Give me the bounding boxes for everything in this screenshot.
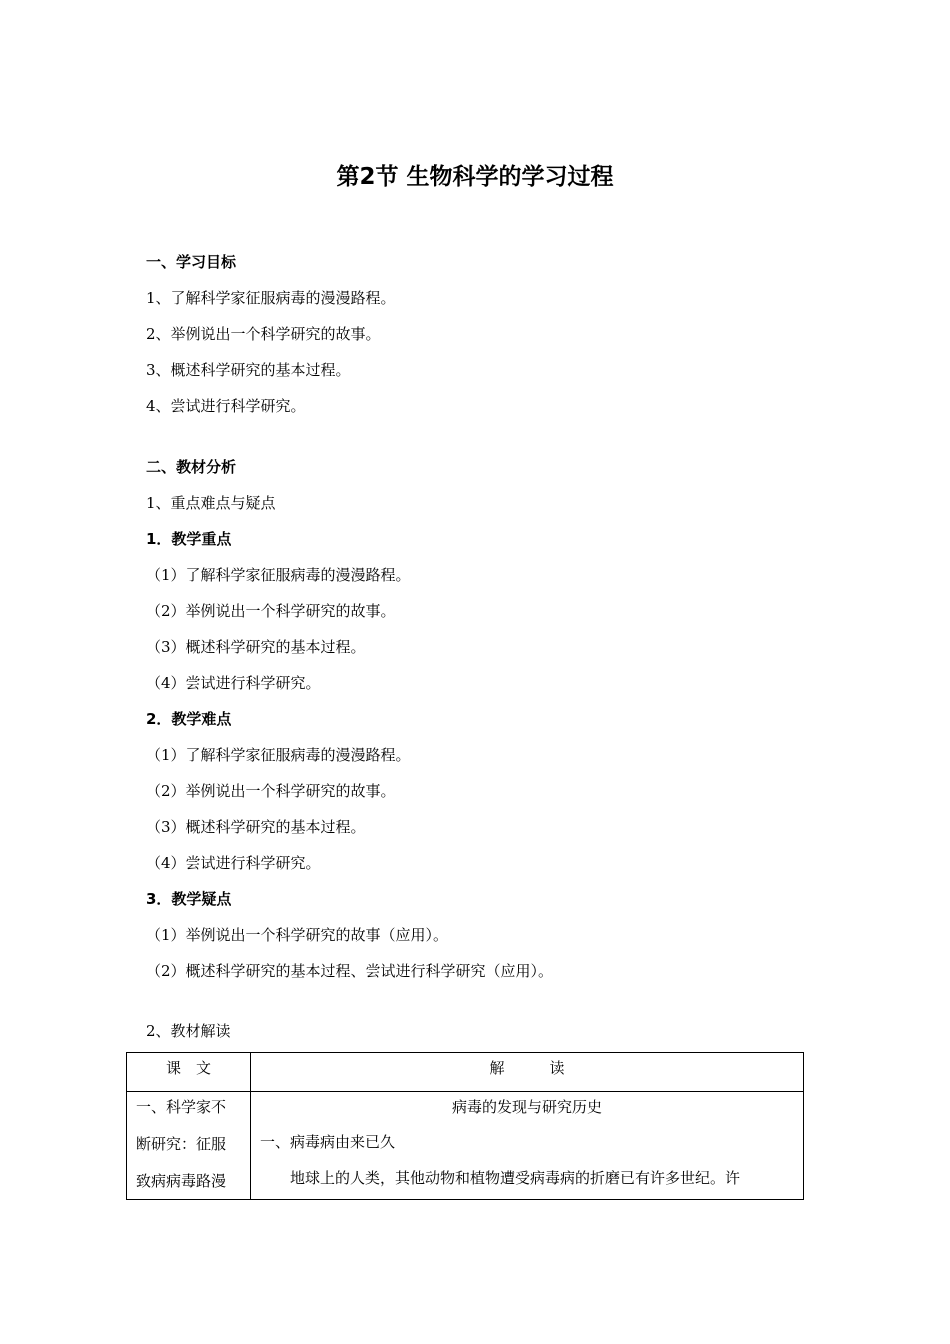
table-text-line: 一、科学家不: [136, 1098, 227, 1116]
difficulty-item: （3）概述科学研究的基本过程。: [146, 818, 366, 836]
table-divider: [127, 1091, 803, 1092]
reading-title: 病毒的发现与研究历史: [451, 1098, 602, 1116]
focus-heading: 1．教学重点: [146, 530, 232, 548]
doubt-item: （2）概述科学研究的基本过程、尝试进行科学研究（应用）。: [146, 962, 554, 980]
table-text-line: 断研究：征服: [136, 1135, 227, 1153]
focus-item: （2）举例说出一个科学研究的故事。: [146, 602, 396, 620]
doubt-heading: 3．教学疑点: [146, 890, 232, 908]
goal-item: 4、尝试进行科学研究。: [146, 397, 306, 415]
subsection-title: 2、教材解读: [146, 1022, 231, 1040]
page-title: 第2节 生物科学的学习过程: [336, 164, 614, 190]
section-heading-analysis: 二、教材分析: [146, 458, 237, 476]
reading-line: 地球上的人类，其他动物和植物遭受病毒病的折磨已有许多世纪。许: [290, 1169, 741, 1187]
goal-item: 3、概述科学研究的基本过程。: [146, 361, 351, 379]
difficulty-item: （2）举例说出一个科学研究的故事。: [146, 782, 396, 800]
goal-item: 1、了解科学家征服病毒的漫漫路程。: [146, 289, 396, 307]
reading-table: [126, 1052, 804, 1200]
focus-item: （4）尝试进行科学研究。: [146, 674, 321, 692]
difficulty-heading: 2．教学难点: [146, 710, 232, 728]
doubt-item: （1）举例说出一个科学研究的故事（应用）。: [146, 926, 449, 944]
section-heading-goals: 一、学习目标: [146, 253, 237, 271]
goal-item: 2、举例说出一个科学研究的故事。: [146, 325, 381, 343]
focus-item: （1）了解科学家征服病毒的漫漫路程。: [146, 566, 411, 584]
focus-item: （3）概述科学研究的基本过程。: [146, 638, 366, 656]
subsection-title: 1、重点难点与疑点: [146, 494, 276, 512]
table-header-text: 课 文: [165, 1059, 211, 1077]
difficulty-item: （1）了解科学家征服病毒的漫漫路程。: [146, 746, 411, 764]
table-text-line: 致病病毒路漫: [136, 1172, 227, 1190]
reading-line: 一、病毒病由来已久: [260, 1133, 396, 1151]
difficulty-item: （4）尝试进行科学研究。: [146, 854, 321, 872]
table-header-reading: 解 读: [489, 1059, 565, 1077]
